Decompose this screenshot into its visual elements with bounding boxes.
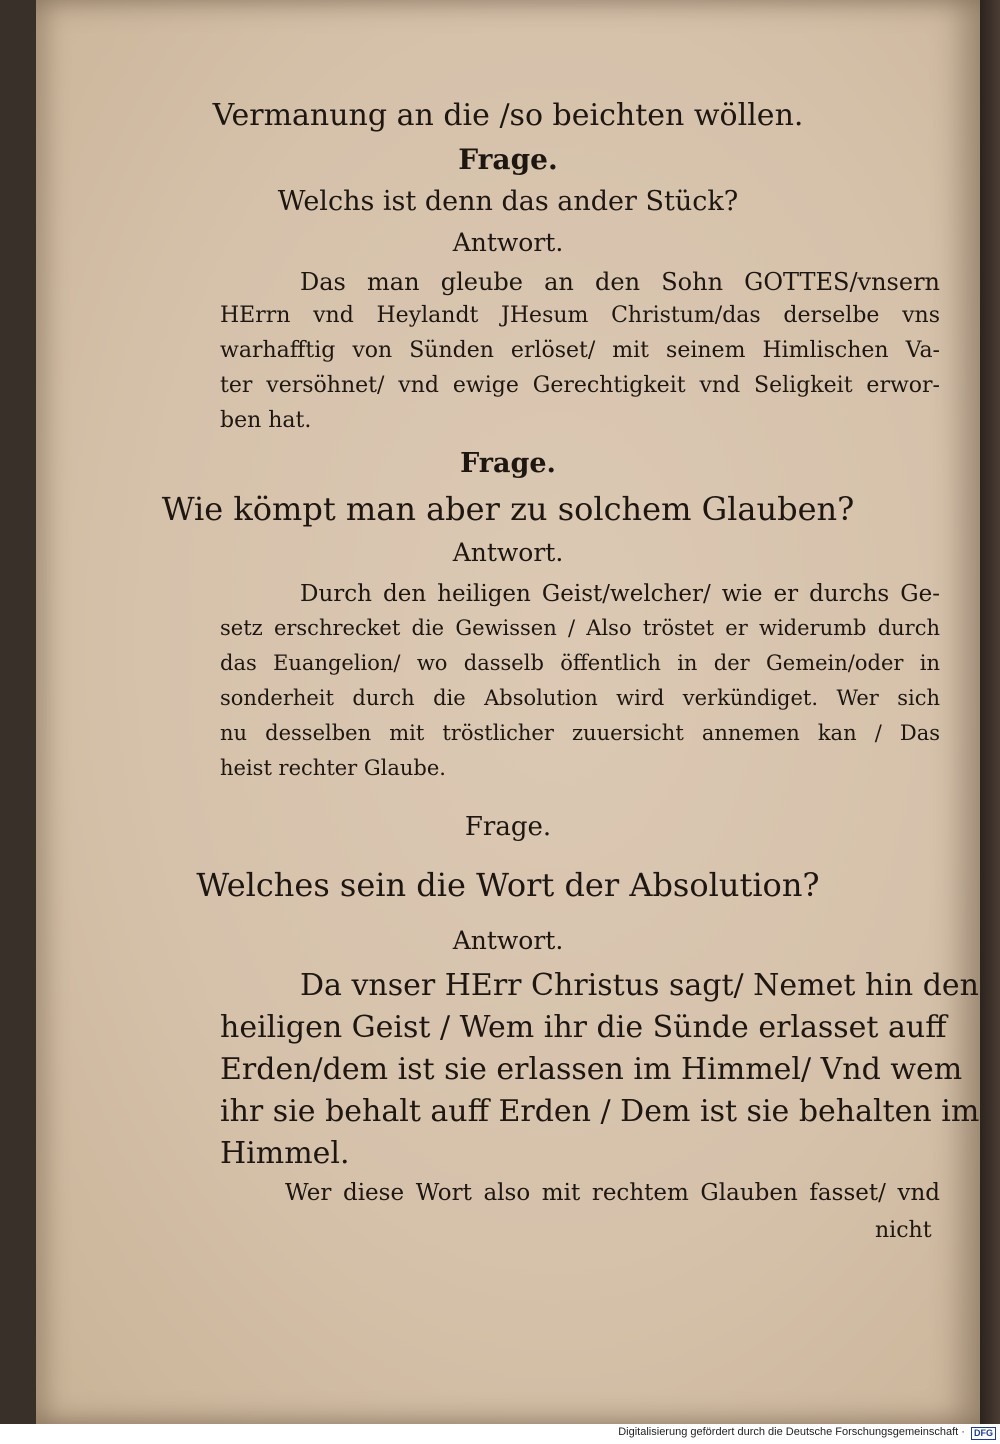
running-heading: Vermanung an die /so beichten wöllen. [212, 98, 804, 133]
question-label: Frage. [458, 143, 558, 176]
answer-line: Da vnser HErr Christus sagt/ Nemet hin den [300, 968, 979, 1003]
answer-line: HErrn vnd Heylandt JHesum Christum/das derselbe vns [220, 303, 940, 328]
catchword: nicht [875, 1218, 932, 1243]
question-text: Welchs ist denn das ander Stück? [277, 186, 739, 217]
digitization-footer [0, 1424, 1000, 1444]
question-label: Frage. [464, 812, 552, 842]
answer-line: Das man gleube an den Sohn GOTTES/vnsern [300, 268, 940, 296]
answer-line: ihr sie behalt auff Erden / Dem ist sie behalten im [220, 1094, 980, 1129]
answer-line: heist rechter Glaube. [220, 756, 446, 780]
answer-line: nu desselben mit tröstlicher zuuersicht annemen kan / Das [220, 721, 940, 745]
answer-line: das Euangelion/ wo dasselb öffentlich in der Gemein/oder in [220, 651, 940, 675]
answer-line: ben hat. [220, 408, 312, 433]
closing-line: Wer diese Wort also mit rechtem Glauben fasset/ vnd [285, 1180, 940, 1206]
answer-line: warhafftig von Sünden erlöset/ mit seinem Himlischen Va- [220, 338, 940, 363]
answer-line: Himmel. [220, 1136, 350, 1171]
footer-separator: · [961, 1426, 965, 1438]
question-label: Frage. [460, 448, 556, 479]
answer-line: heiligen Geist / Wem ihr die Sünde erlasset auff [220, 1010, 947, 1045]
answer-line: Durch den heiligen Geist/welcher/ wie er durchs Ge- [300, 581, 940, 607]
answer-line: ter versöhnet/ vnd ewige Gerechtigkeit vnd Seligkeit erwor- [220, 373, 940, 398]
answer-label: Antwort. [452, 228, 564, 257]
answer-label: Antwort. [452, 926, 564, 955]
answer-line: Erden/dem ist sie erlassen im Himmel/ Vnd wem [220, 1052, 963, 1087]
dfg-logo-icon: DFG [971, 1427, 996, 1440]
answer-label: Antwort. [452, 538, 564, 567]
footer-credit: Digitalisierung gefördert durch die Deutsche Forschungsgemeinschaft [618, 1426, 959, 1438]
answer-line: setz erschrecket die Gewissen / Also tröstet er widerumb durch [220, 616, 940, 640]
question-text: Wie kömpt man aber zu solchem Glauben? [161, 490, 855, 528]
answer-line: sonderheit durch die Absolution wird verkündiget. Wer sich [220, 686, 940, 710]
question-text: Welches sein die Wort der Absolution? [196, 866, 820, 904]
book-edge [980, 0, 1000, 1424]
